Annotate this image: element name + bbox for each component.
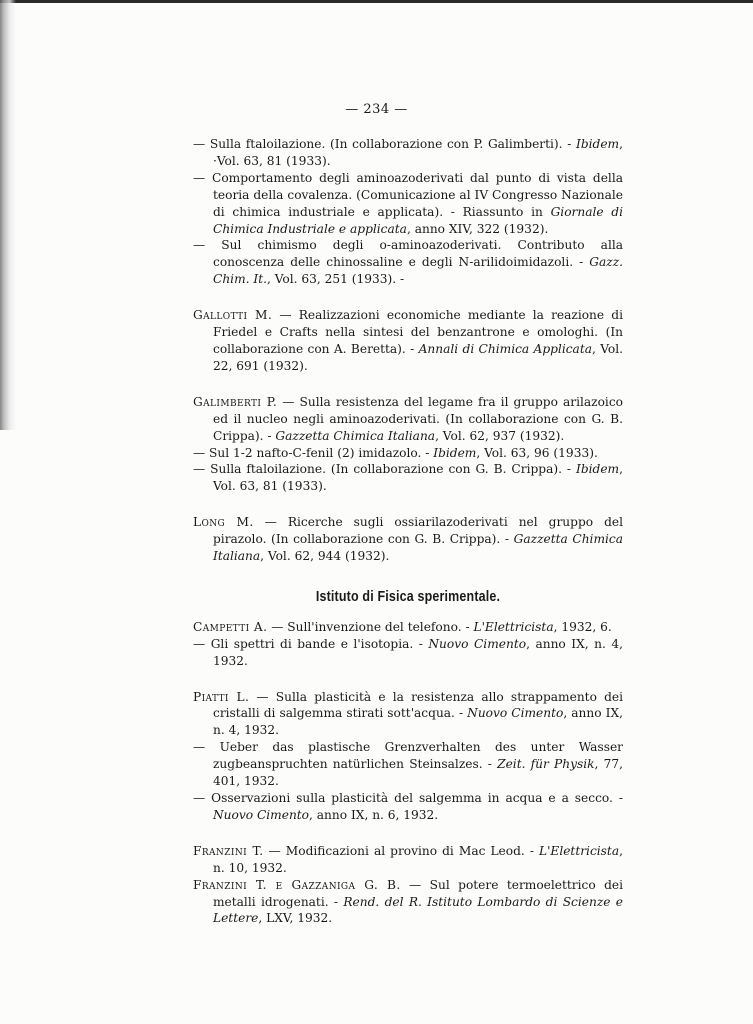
bib-entry: Franzini T. — Modificazioni al provino di Mac Leod. - L'Elettricista, n. 10, 1932. bbox=[193, 843, 623, 875]
binding-shadow bbox=[0, 0, 16, 430]
bib-entry: — Ueber das plastische Grenzverhalten des unter Wasser zugbeanspruchten natürlichen Steinsalzes. - Zeit. für Physik, 77, 401, 1932. bbox=[193, 740, 623, 789]
bib-entry: — Sul chimismo degli o-aminoazoderivati. Contributo alla conoscenza delle chinossaline e degli N-arilidoimidazoli. - Gazz. Chim. It., Vol. 63, 251 (1933). - bbox=[193, 238, 623, 287]
bib-entry: Franzini T. e Gazzaniga G. B. — Sul potere termoelettrico dei metalli idrogenati. - Rend. del R. Istituto Lombardo di Scienze e Lettere, LXV, 1932. bbox=[193, 877, 623, 926]
bib-entry: Campetti A. — Sull'invenzione del telefono. - L'Elettricista, 1932, 6. bbox=[193, 619, 612, 634]
bib-entry: — Osservazioni sulla plasticità del salgemma in acqua e a secco. - Nuovo Cimento, anno IX, n. 6, 1932. bbox=[193, 791, 623, 822]
bib-entry: — Sul 1-2 nafto-C-fenil (2) imidazolo. - Ibidem, Vol. 63, 96 (1933). bbox=[193, 445, 598, 460]
bib-entry: Long M. — Ricerche sugli ossiarilazoderivati nel gruppo del pirazolo. (In collaborazione con G. B. Crippa). - Gazzetta Chimica Italiana, Vol. 62, 944 (1932). bbox=[193, 515, 623, 564]
bibliography bbox=[193, 136, 623, 927]
bib-entry: — Comportamento degli aminoazoderivati dal punto di vista della teoria della covalenza. (Comunicazione al IV Congresso Nazionale di chimica industriale e applicata). - Riassunto in Giornale di Chimica Industriale e applicata, anno XIV, 322 (1932). bbox=[193, 170, 623, 236]
section-title: Istituto di Fisica sperimentale. bbox=[315, 588, 501, 605]
bib-entry: — Sulla ftaloilazione. (In collaborazione con G. B. Crippa). - Ibidem, Vol. 63, 81 (1933). bbox=[193, 462, 623, 494]
page-number: — 234 — bbox=[345, 102, 408, 117]
page-top-edge bbox=[0, 0, 753, 3]
bib-entry: — Gli spettri di bande e l'isotopia. - Nuovo Cimento, anno IX, n. 4, 1932. bbox=[193, 636, 624, 668]
bib-entry: Gallotti M. — Realizzazioni economiche mediante la reazione di Friedel e Crafts nella sintesi del benzantrone e omologhi. (In collaborazione con A. Beretta). - Annali di Chimica Applicata, Vol. 22, 691 (1932). bbox=[193, 308, 623, 373]
bib-entry: — Sulla ftaloilazione. (In collaborazione con P. Galimberti). - Ibidem, ·Vol. 63, 81 (1933). bbox=[193, 137, 623, 168]
bib-entry: Galimberti P. — Sulla resistenza del legame fra il gruppo arilazoico ed il nucleo negli aminoazoderivati. (In collaborazione con G. B. Crippa). - Gazzetta Chimica Italiana, Vol. 62, 937 (1932). bbox=[193, 394, 623, 443]
bib-entry: Piatti L. — Sulla plasticità e la resistenza allo strappamento dei cristalli di salgemma stirati sott'acqua. - Nuovo Cimento, anno IX, n. 4, 1932. bbox=[193, 689, 623, 738]
